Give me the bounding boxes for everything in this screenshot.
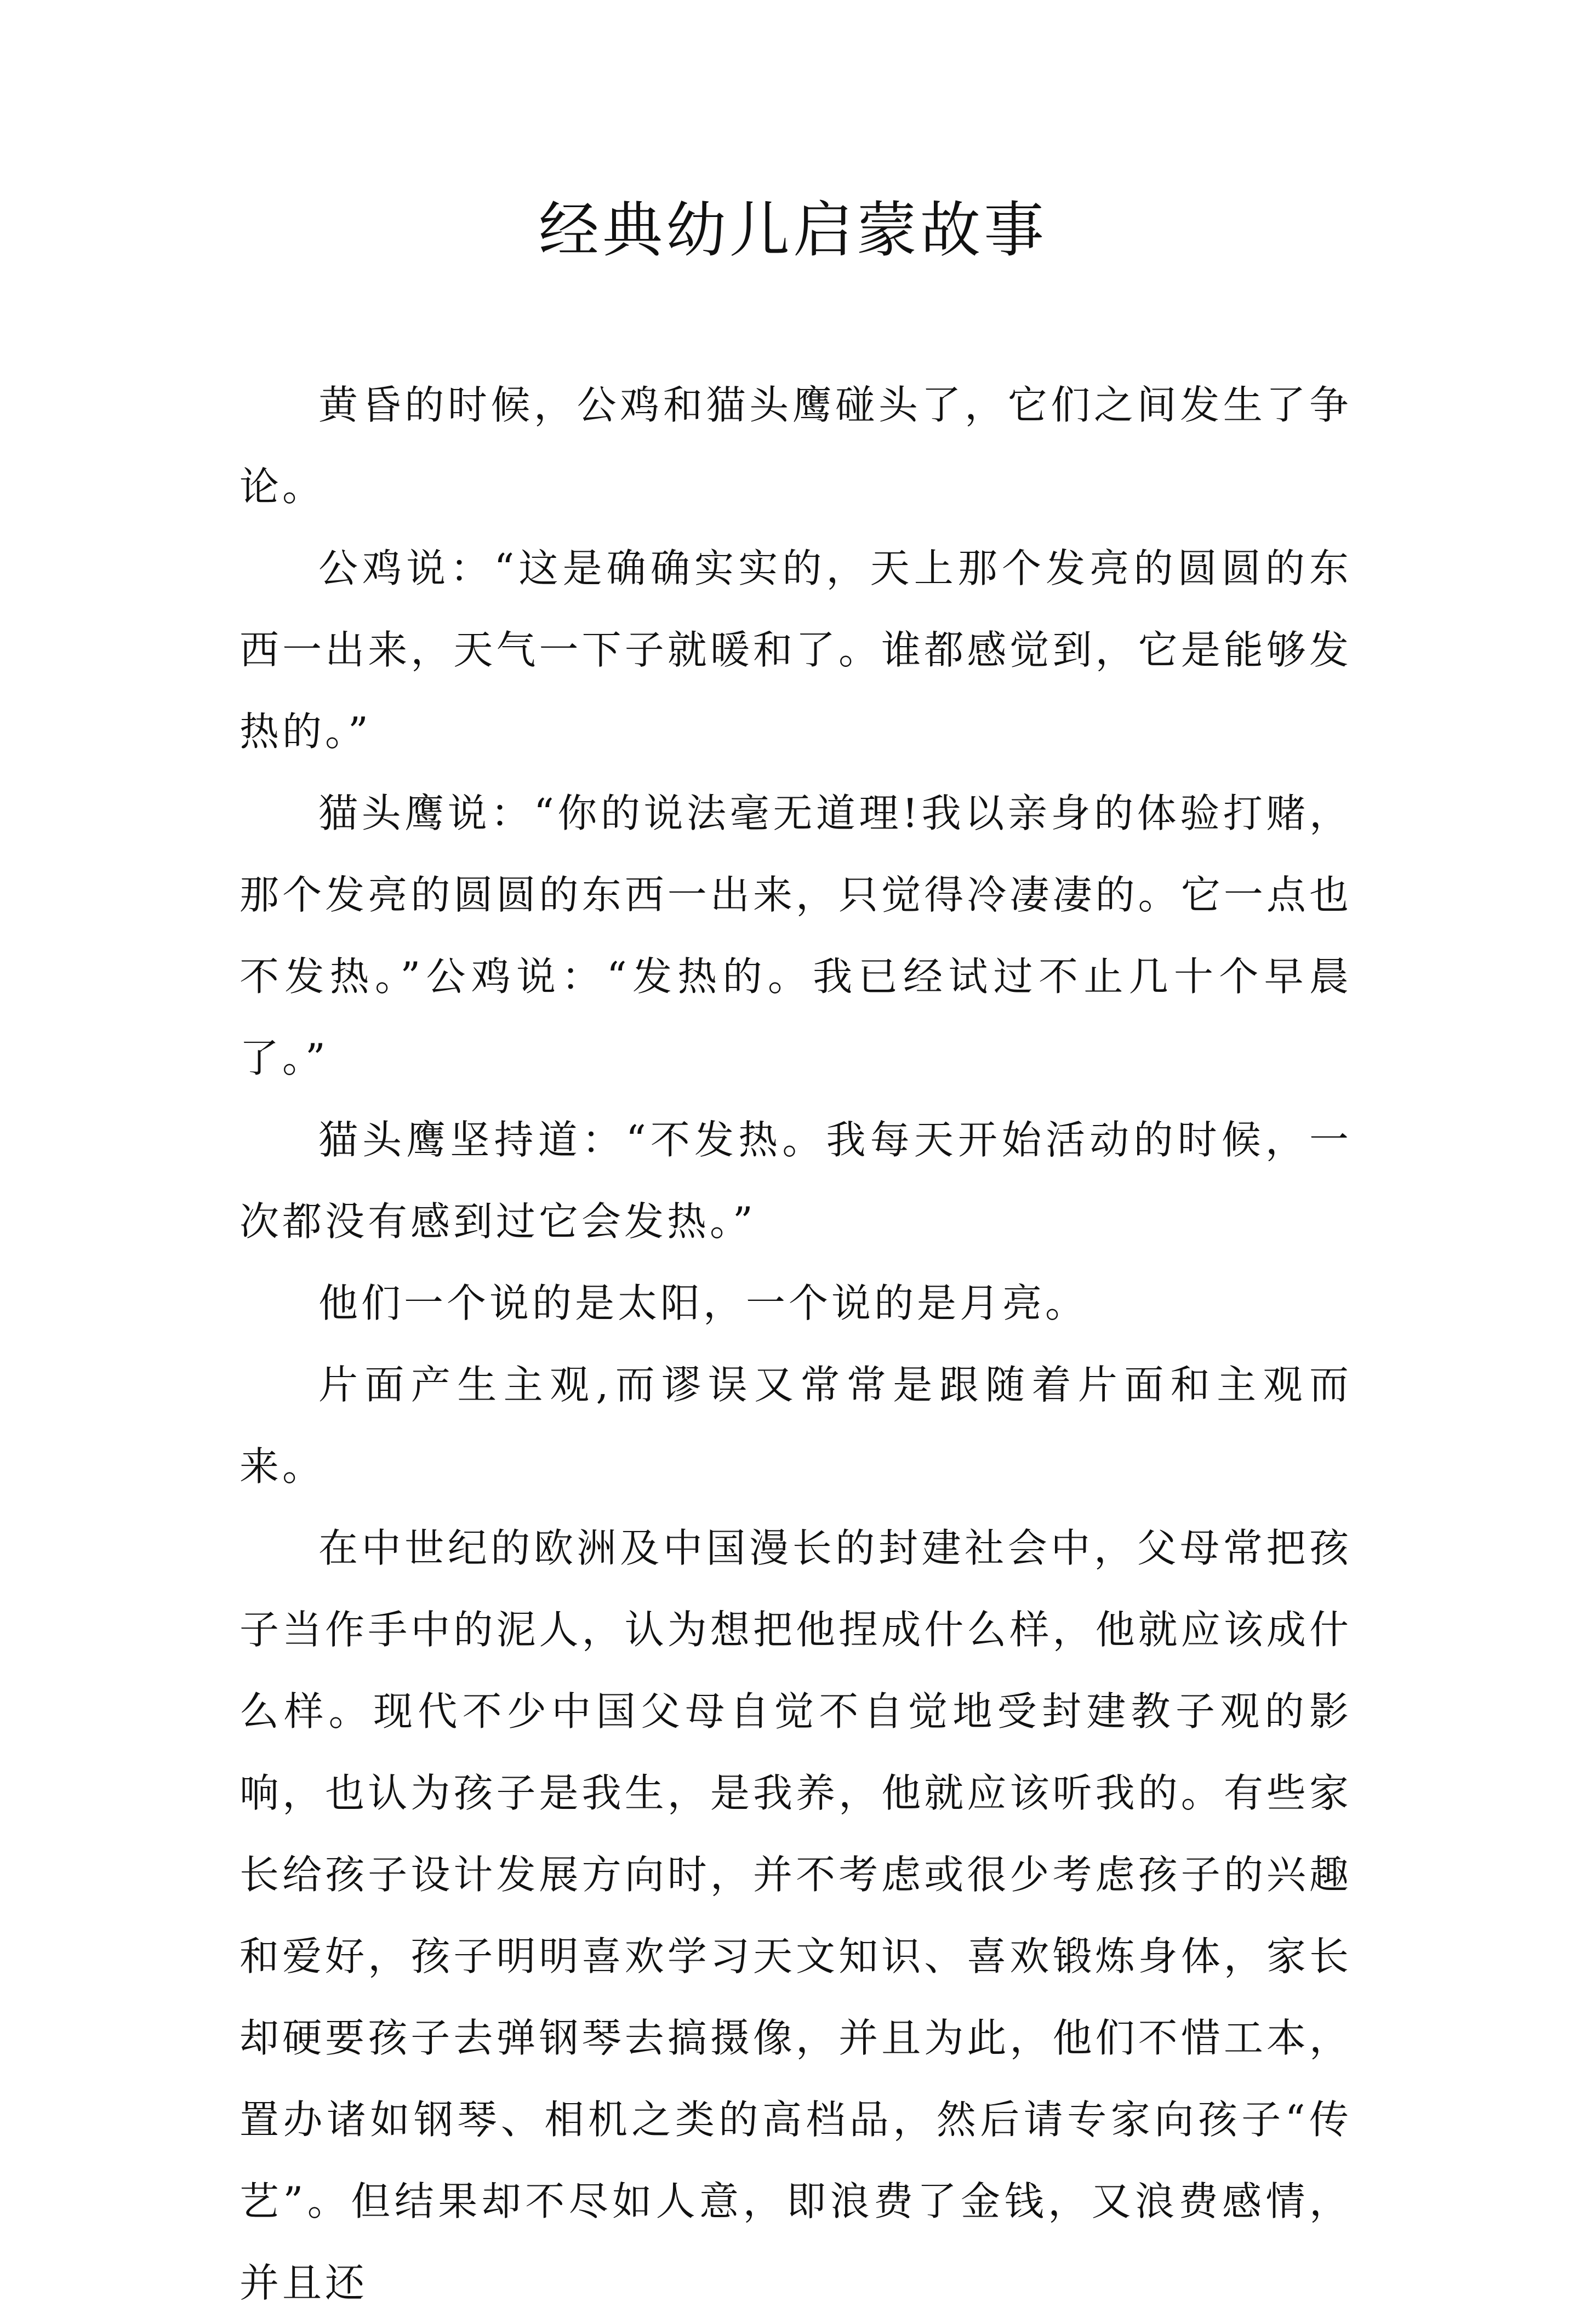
paragraph: 公鸡说：“这是确确实实的，天上那个发亮的圆圆的东西一出来，天气一下子就暖和了。谁都感觉到，它是能够发热的。”: [239, 545, 1352, 755]
paragraph: 片面产生主观,而谬误又常常是跟随着片面和主观而来。: [239, 1362, 1352, 1489]
paragraph: 在中世纪的欧洲及中国漫长的封建社会中，父母常把孩子当作手中的泥人，认为想把他捏成什么样，他就应该成什么样。现代不少中国父母自觉不自觉地受封建教子观的影响，也认为孩子是我生，是我养，他就应该听我的。有些家长给孩子设计发展方向时，并不考虑或很少考虑孩子的兴趣和爱好，孩子明明喜欢学习天文知识、喜欢锻炼身体，家长却硬要孩子去弹钢琴去搞摄像，并且为此，他们不惜工本，置办诸如钢琴、相机之类的高档品，然后请专家向孩子“传艺”。但结果却不尽如人意，即浪费了金钱，又浪费感情，并且还: [239, 1525, 1352, 2306]
paragraph: 猫头鹰说：“你的说法毫无道理!我以亲身的体验打赌，那个发亮的圆圆的东西一出来，只觉得冷凄凄的。它一点也不发热。”公鸡说：“发热的。我已经试过不止几十个早晨了。”: [239, 790, 1352, 1081]
paragraph: 黄昏的时候，公鸡和猫头鹰碰头了，它们之间发生了争论。: [239, 382, 1352, 510]
paragraph: 猫头鹰坚持道：“不发热。我每天开始活动的时候，一次都没有感到过它会发热。”: [239, 1117, 1352, 1244]
document-title: 经典幼儿启蒙故事: [539, 195, 1047, 265]
paragraph: 他们一个说的是太阳，一个说的是月亮。: [318, 1280, 1088, 1326]
document-body: [239, 364, 1352, 2324]
